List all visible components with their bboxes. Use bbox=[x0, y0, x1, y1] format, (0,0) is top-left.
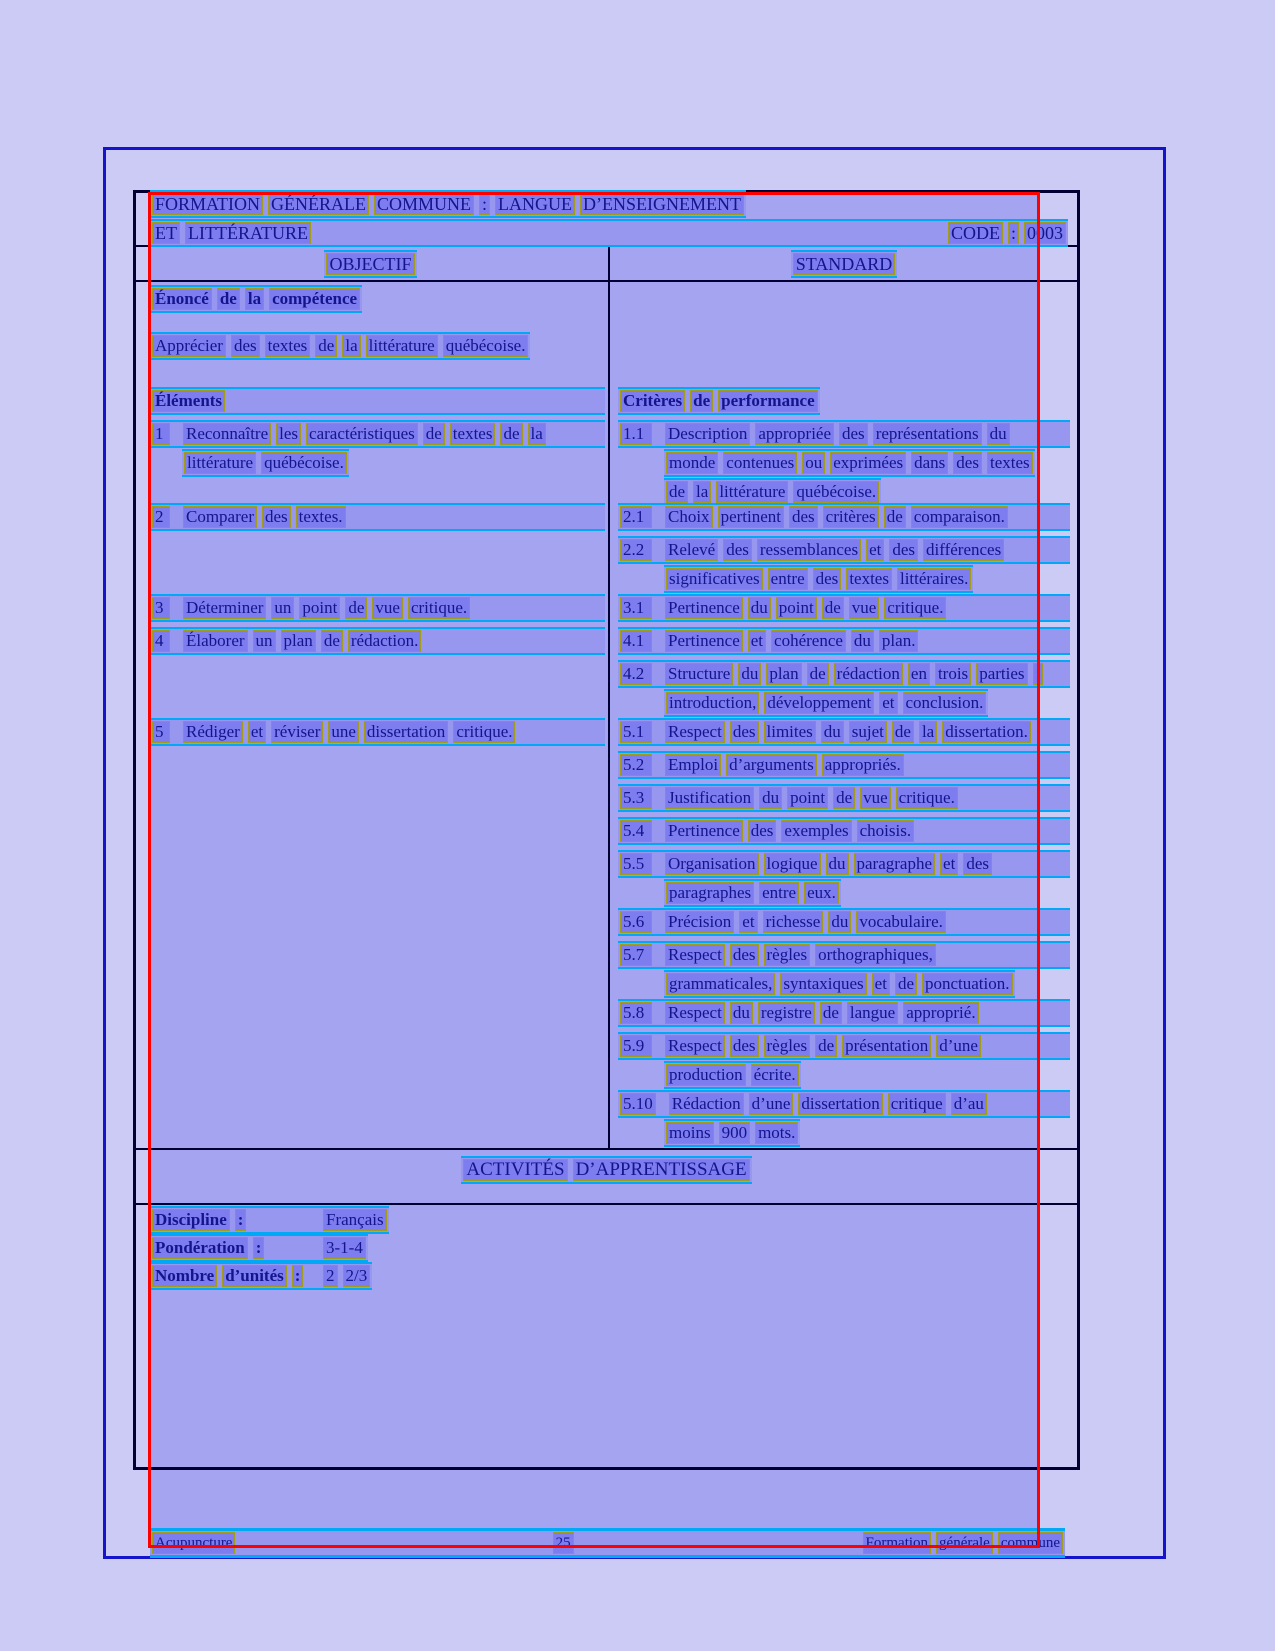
word-highlight: textes bbox=[265, 335, 311, 357]
word-highlight: des bbox=[889, 539, 918, 561]
word-highlight: et bbox=[940, 853, 958, 875]
critere-item bbox=[618, 784, 1070, 812]
word-highlight: Pertinence bbox=[665, 597, 743, 619]
critere-item bbox=[618, 751, 1070, 779]
item-number: 5.6 bbox=[620, 911, 652, 933]
text-line bbox=[664, 970, 1015, 998]
item-number: 2 bbox=[152, 506, 170, 528]
text-line bbox=[182, 449, 349, 477]
word-highlight: Critères bbox=[620, 390, 685, 412]
text-line bbox=[618, 594, 1070, 622]
footer-left-text bbox=[152, 1532, 235, 1554]
text-line bbox=[618, 751, 1070, 779]
word-highlight: Comparer bbox=[183, 506, 257, 528]
word-highlight: D’APPRENTISSAGE bbox=[573, 1159, 750, 1181]
word-highlight: la bbox=[693, 481, 711, 503]
word-highlight: Rédiger bbox=[183, 721, 243, 743]
word-highlight: caractéristiques bbox=[306, 423, 418, 445]
text-line bbox=[618, 660, 1070, 688]
word-highlight: des bbox=[839, 423, 868, 445]
text-line bbox=[618, 536, 1070, 564]
text-line bbox=[150, 594, 605, 622]
word-highlight: en bbox=[908, 663, 930, 685]
item-number: 4.2 bbox=[620, 663, 652, 685]
word-highlight: québécoise. bbox=[443, 335, 529, 357]
field-label bbox=[152, 1237, 318, 1259]
word-highlight: 2/3 bbox=[343, 1265, 371, 1287]
text-line bbox=[150, 420, 605, 448]
word-highlight: et bbox=[879, 692, 897, 714]
word-highlight: D’ENSEIGNEMENT bbox=[580, 193, 744, 215]
word-highlight: dissertation. bbox=[942, 721, 1031, 743]
word-highlight: du bbox=[759, 787, 782, 809]
text-line bbox=[150, 627, 605, 655]
word-highlight: du bbox=[851, 630, 874, 652]
critere-item bbox=[618, 536, 1070, 593]
word-highlight: point bbox=[299, 597, 340, 619]
field-label bbox=[152, 1209, 318, 1231]
critere-item bbox=[618, 908, 1070, 936]
item-number: 5.9 bbox=[620, 1035, 652, 1057]
word-highlight: Apprécier bbox=[152, 335, 226, 357]
word-highlight: syntaxiques bbox=[780, 973, 866, 995]
word-highlight: ponctuation. bbox=[922, 973, 1013, 995]
word-highlight: plan. bbox=[879, 630, 919, 652]
word-highlight: choisis. bbox=[857, 820, 914, 842]
word-highlight: de bbox=[666, 481, 688, 503]
word-highlight: plan bbox=[766, 663, 801, 685]
word-highlight: 3-1-4 bbox=[323, 1237, 366, 1259]
word-highlight: écrite. bbox=[751, 1064, 799, 1086]
word-highlight: la bbox=[919, 721, 937, 743]
word-highlight: de bbox=[321, 630, 343, 652]
word-highlight: ressemblances bbox=[757, 539, 861, 561]
text-line bbox=[618, 718, 1070, 746]
word-highlight: d’unités bbox=[222, 1265, 287, 1287]
word-highlight: du bbox=[821, 721, 844, 743]
word-highlight: de bbox=[895, 973, 917, 995]
word-highlight: significatives bbox=[666, 568, 763, 590]
word-highlight: COMMUNE bbox=[374, 193, 474, 215]
word-highlight: une bbox=[328, 721, 359, 743]
word-highlight: : bbox=[1033, 663, 1044, 685]
word-highlight: littérature bbox=[184, 452, 256, 474]
text-line bbox=[618, 784, 1070, 812]
activites-title bbox=[461, 1156, 751, 1184]
item-number: 2.1 bbox=[620, 506, 652, 528]
word-highlight: des bbox=[963, 853, 992, 875]
word-highlight: textes bbox=[846, 568, 892, 590]
text-line bbox=[664, 879, 841, 907]
word-highlight: d’arguments bbox=[726, 754, 817, 776]
item-number: 1.1 bbox=[620, 423, 652, 445]
word-highlight: : bbox=[1008, 222, 1019, 244]
item-number: 5.1 bbox=[620, 721, 652, 743]
text-line bbox=[664, 689, 988, 717]
element-item bbox=[150, 594, 605, 622]
word-highlight: performance bbox=[718, 390, 817, 412]
word-highlight: eux. bbox=[804, 882, 839, 904]
word-highlight: richesse bbox=[763, 911, 824, 933]
word-highlight: des bbox=[262, 506, 291, 528]
text-line bbox=[664, 1061, 801, 1089]
word-highlight: représentations bbox=[873, 423, 982, 445]
page-footer bbox=[150, 1528, 1065, 1558]
item-number: 1 bbox=[152, 423, 170, 445]
word-highlight: de bbox=[892, 721, 914, 743]
word-highlight: Pertinence bbox=[665, 630, 743, 652]
word-highlight: Déterminer bbox=[183, 597, 266, 619]
course-info-fields bbox=[150, 1206, 389, 1290]
critere-item bbox=[618, 1090, 1070, 1147]
word-highlight: développement bbox=[764, 692, 874, 714]
word-highlight: Emploi bbox=[665, 754, 721, 776]
critere-item bbox=[618, 999, 1070, 1027]
word-highlight: québécoise. bbox=[793, 481, 879, 503]
word-highlight: du bbox=[987, 423, 1010, 445]
word-highlight: : bbox=[292, 1265, 304, 1287]
course-info-field bbox=[150, 1262, 372, 1290]
word-highlight: québécoise. bbox=[261, 452, 347, 474]
word-highlight: Structure bbox=[665, 663, 733, 685]
critere-item bbox=[618, 503, 1070, 531]
word-highlight: : bbox=[253, 1237, 265, 1259]
word-highlight: Justification bbox=[665, 787, 754, 809]
word-highlight: 900 bbox=[719, 1122, 751, 1144]
critere-item bbox=[618, 941, 1070, 998]
table-border-right bbox=[1077, 190, 1080, 1470]
word-highlight: conclusion. bbox=[903, 692, 987, 714]
item-number: 5.2 bbox=[620, 754, 652, 776]
word-highlight: Description bbox=[665, 423, 750, 445]
word-highlight: les bbox=[276, 423, 301, 445]
word-highlight: littéraires. bbox=[897, 568, 971, 590]
word-highlight: critique bbox=[888, 1093, 946, 1115]
word-highlight: Éléments bbox=[152, 390, 225, 412]
word-highlight: mots. bbox=[755, 1122, 798, 1144]
word-highlight: du bbox=[826, 853, 849, 875]
word-highlight: vue bbox=[849, 597, 880, 619]
word-highlight: STANDARD bbox=[793, 253, 896, 275]
word-highlight: plan bbox=[281, 630, 316, 652]
word-highlight: : bbox=[479, 193, 490, 215]
word-highlight: présentation bbox=[842, 1035, 931, 1057]
word-highlight: des bbox=[953, 452, 982, 474]
word-highlight: pertinent bbox=[718, 506, 784, 528]
item-number: 5.3 bbox=[620, 787, 652, 809]
word-highlight: critères bbox=[823, 506, 879, 528]
word-highlight: de bbox=[833, 787, 855, 809]
word-highlight: de bbox=[815, 1035, 837, 1057]
word-highlight: Relevé bbox=[665, 539, 718, 561]
word-highlight: exprimées bbox=[830, 452, 906, 474]
word-highlight: des bbox=[231, 335, 260, 357]
element-item bbox=[150, 627, 605, 655]
course-info-field bbox=[150, 1206, 389, 1234]
critere-item bbox=[618, 718, 1070, 746]
word-highlight: la bbox=[342, 335, 360, 357]
table-border-left bbox=[133, 190, 136, 1470]
word-highlight: Reconnaître bbox=[183, 423, 271, 445]
word-highlight: vocabulaire. bbox=[856, 911, 946, 933]
word-highlight: introduction, bbox=[666, 692, 759, 714]
text-line bbox=[150, 718, 605, 746]
word-highlight: ou bbox=[802, 452, 825, 474]
word-highlight: textes. bbox=[296, 506, 346, 528]
word-highlight: de bbox=[500, 423, 522, 445]
word-highlight: Élaborer bbox=[183, 630, 248, 652]
word-highlight: un bbox=[253, 630, 276, 652]
word-highlight: approprié. bbox=[903, 1002, 978, 1024]
word-highlight: exemples bbox=[781, 820, 851, 842]
word-highlight: ET bbox=[152, 222, 180, 244]
word-highlight: trois bbox=[935, 663, 971, 685]
word-highlight: dissertation bbox=[798, 1093, 882, 1115]
word-highlight: langue bbox=[847, 1002, 898, 1024]
text-line bbox=[618, 627, 1070, 655]
word-highlight: et bbox=[872, 973, 890, 995]
word-highlight: monde bbox=[666, 452, 718, 474]
text-line bbox=[618, 503, 1070, 531]
word-highlight: sujet bbox=[849, 721, 887, 743]
text-line bbox=[150, 503, 605, 531]
word-highlight: 25 bbox=[553, 1532, 574, 1554]
word-highlight: : bbox=[235, 1209, 247, 1231]
element-item bbox=[150, 718, 605, 746]
word-highlight: Nombre bbox=[152, 1265, 217, 1287]
word-highlight: textes bbox=[987, 452, 1033, 474]
word-highlight: Rédaction bbox=[669, 1093, 744, 1115]
word-highlight: orthographiques, bbox=[815, 944, 936, 966]
text-line bbox=[618, 941, 1070, 969]
text-line bbox=[618, 1090, 1070, 1118]
word-highlight: appropriée bbox=[755, 423, 834, 445]
word-highlight: paragraphe bbox=[854, 853, 936, 875]
word-highlight: vue bbox=[860, 787, 891, 809]
word-highlight: production bbox=[666, 1064, 746, 1086]
item-number: 5.7 bbox=[620, 944, 652, 966]
word-highlight: des bbox=[730, 944, 759, 966]
word-highlight: du bbox=[828, 911, 851, 933]
word-highlight: du bbox=[730, 1002, 753, 1024]
word-highlight: de bbox=[690, 390, 713, 412]
word-highlight: OBJECTIF bbox=[326, 253, 414, 275]
word-highlight: de bbox=[423, 423, 445, 445]
word-highlight: entre bbox=[759, 882, 799, 904]
critere-item bbox=[618, 594, 1070, 622]
word-highlight: Acupuncture bbox=[152, 1532, 235, 1554]
criteres-column bbox=[618, 0, 1070, 1651]
word-highlight: critique. bbox=[884, 597, 946, 619]
word-highlight: appropriés. bbox=[822, 754, 904, 776]
table-column-divider bbox=[608, 245, 610, 1148]
word-highlight: dissertation bbox=[364, 721, 448, 743]
word-highlight: Organisation bbox=[665, 853, 759, 875]
word-highlight: et bbox=[739, 911, 757, 933]
word-highlight: point bbox=[776, 597, 817, 619]
element-item bbox=[150, 503, 605, 531]
footer-page-number bbox=[553, 1532, 574, 1554]
word-highlight: différences bbox=[923, 539, 1004, 561]
word-highlight: de bbox=[217, 288, 240, 310]
critere-item bbox=[618, 627, 1070, 655]
item-number: 5.5 bbox=[620, 853, 652, 875]
item-number: 5 bbox=[152, 721, 170, 743]
word-highlight: commune bbox=[998, 1532, 1063, 1554]
word-highlight: règles bbox=[764, 1035, 811, 1057]
word-highlight: registre bbox=[758, 1002, 815, 1024]
word-highlight: Respect bbox=[665, 944, 725, 966]
word-highlight: de bbox=[822, 597, 844, 619]
word-highlight: LANGUE bbox=[495, 193, 575, 215]
word-highlight: limites bbox=[764, 721, 816, 743]
word-highlight: contenues bbox=[723, 452, 797, 474]
word-highlight: des bbox=[748, 820, 777, 842]
word-highlight: de bbox=[315, 335, 337, 357]
item-number: 3 bbox=[152, 597, 170, 619]
word-highlight: cohérence bbox=[771, 630, 846, 652]
word-highlight: Pondération bbox=[152, 1237, 248, 1259]
item-number: 5.8 bbox=[620, 1002, 652, 1024]
word-highlight: CODE bbox=[948, 222, 1003, 244]
word-highlight: de bbox=[807, 663, 829, 685]
word-highlight: FORMATION bbox=[152, 193, 263, 215]
word-highlight: Français bbox=[323, 1209, 387, 1231]
text-line bbox=[664, 565, 973, 593]
activites-banner bbox=[133, 1156, 1080, 1184]
word-highlight: GÉNÉRALE bbox=[268, 193, 369, 215]
text-line bbox=[618, 1032, 1070, 1060]
critere-item bbox=[618, 817, 1070, 845]
word-highlight: Choix bbox=[665, 506, 713, 528]
word-highlight: du bbox=[748, 597, 771, 619]
field-value bbox=[323, 1209, 387, 1231]
word-highlight: de bbox=[345, 597, 367, 619]
word-highlight: compétence bbox=[269, 288, 360, 310]
item-number: 3.1 bbox=[620, 597, 652, 619]
word-highlight: et bbox=[248, 721, 266, 743]
word-highlight: Discipline bbox=[152, 1209, 230, 1231]
field-label bbox=[152, 1265, 318, 1287]
text-line bbox=[618, 999, 1070, 1027]
word-highlight: 2 bbox=[323, 1265, 338, 1287]
word-highlight: Respect bbox=[665, 1002, 725, 1024]
field-value bbox=[323, 1237, 366, 1259]
text-line bbox=[664, 449, 1035, 477]
word-highlight: Respect bbox=[665, 721, 725, 743]
field-value bbox=[323, 1265, 370, 1287]
word-highlight: LITTÉRATURE bbox=[185, 222, 311, 244]
word-highlight: de bbox=[820, 1002, 842, 1024]
footer-right-text bbox=[863, 1532, 1063, 1554]
word-highlight: rédaction bbox=[834, 663, 903, 685]
word-highlight: entre bbox=[768, 568, 808, 590]
word-highlight: Précision bbox=[665, 911, 734, 933]
word-highlight: paragraphes bbox=[666, 882, 754, 904]
text-line bbox=[664, 478, 881, 506]
word-highlight: 0003 bbox=[1024, 222, 1066, 244]
word-highlight: Pertinence bbox=[665, 820, 743, 842]
text-line bbox=[618, 908, 1070, 936]
word-highlight: d’une bbox=[749, 1093, 794, 1115]
word-highlight: comparaison. bbox=[911, 506, 1008, 528]
text-line bbox=[618, 817, 1070, 845]
word-highlight: générale bbox=[936, 1532, 993, 1554]
word-highlight: règles bbox=[764, 944, 811, 966]
word-highlight: des bbox=[723, 539, 752, 561]
word-highlight: et bbox=[748, 630, 766, 652]
text-line bbox=[618, 850, 1070, 878]
item-number: 4 bbox=[152, 630, 170, 652]
item-number: 2.2 bbox=[620, 539, 652, 561]
elements-column bbox=[150, 0, 605, 1651]
course-info-field bbox=[150, 1234, 368, 1262]
word-highlight: la bbox=[245, 288, 264, 310]
word-highlight: critique. bbox=[896, 787, 958, 809]
word-highlight: du bbox=[738, 663, 761, 685]
word-highlight: littérature bbox=[366, 335, 438, 357]
word-highlight: littérature bbox=[716, 481, 788, 503]
critere-item bbox=[618, 660, 1070, 717]
word-highlight: logique bbox=[764, 853, 821, 875]
word-highlight: critique. bbox=[408, 597, 470, 619]
word-highlight: dans bbox=[911, 452, 948, 474]
word-highlight: grammaticales, bbox=[666, 973, 775, 995]
word-highlight: vue bbox=[372, 597, 403, 619]
item-number: 5.10 bbox=[620, 1093, 656, 1115]
element-item bbox=[150, 420, 605, 477]
word-highlight: ACTIVITÉS bbox=[463, 1159, 567, 1181]
word-highlight: rédaction. bbox=[348, 630, 422, 652]
item-number: 5.4 bbox=[620, 820, 652, 842]
item-number: 4.1 bbox=[620, 630, 652, 652]
word-highlight: et bbox=[866, 539, 884, 561]
word-highlight: d’une bbox=[936, 1035, 981, 1057]
word-highlight: parties bbox=[976, 663, 1027, 685]
word-highlight: point bbox=[787, 787, 828, 809]
word-highlight: la bbox=[528, 423, 546, 445]
word-highlight: des bbox=[730, 721, 759, 743]
word-highlight: réviser bbox=[271, 721, 323, 743]
text-line bbox=[664, 1119, 800, 1147]
word-highlight: critique. bbox=[453, 721, 515, 743]
critere-item bbox=[618, 850, 1070, 907]
word-highlight: d’au bbox=[951, 1093, 987, 1115]
word-highlight: textes bbox=[450, 423, 496, 445]
word-highlight: de bbox=[884, 506, 906, 528]
word-highlight: Énoncé bbox=[152, 288, 212, 310]
word-highlight: Respect bbox=[665, 1035, 725, 1057]
word-highlight: Formation bbox=[863, 1532, 932, 1554]
text-line bbox=[618, 420, 1070, 448]
word-highlight: des bbox=[730, 1035, 759, 1057]
word-highlight: des bbox=[813, 568, 842, 590]
word-highlight: des bbox=[789, 506, 818, 528]
critere-item bbox=[618, 1032, 1070, 1089]
word-highlight: un bbox=[271, 597, 294, 619]
word-highlight: moins bbox=[666, 1122, 714, 1144]
critere-item bbox=[618, 420, 1070, 506]
